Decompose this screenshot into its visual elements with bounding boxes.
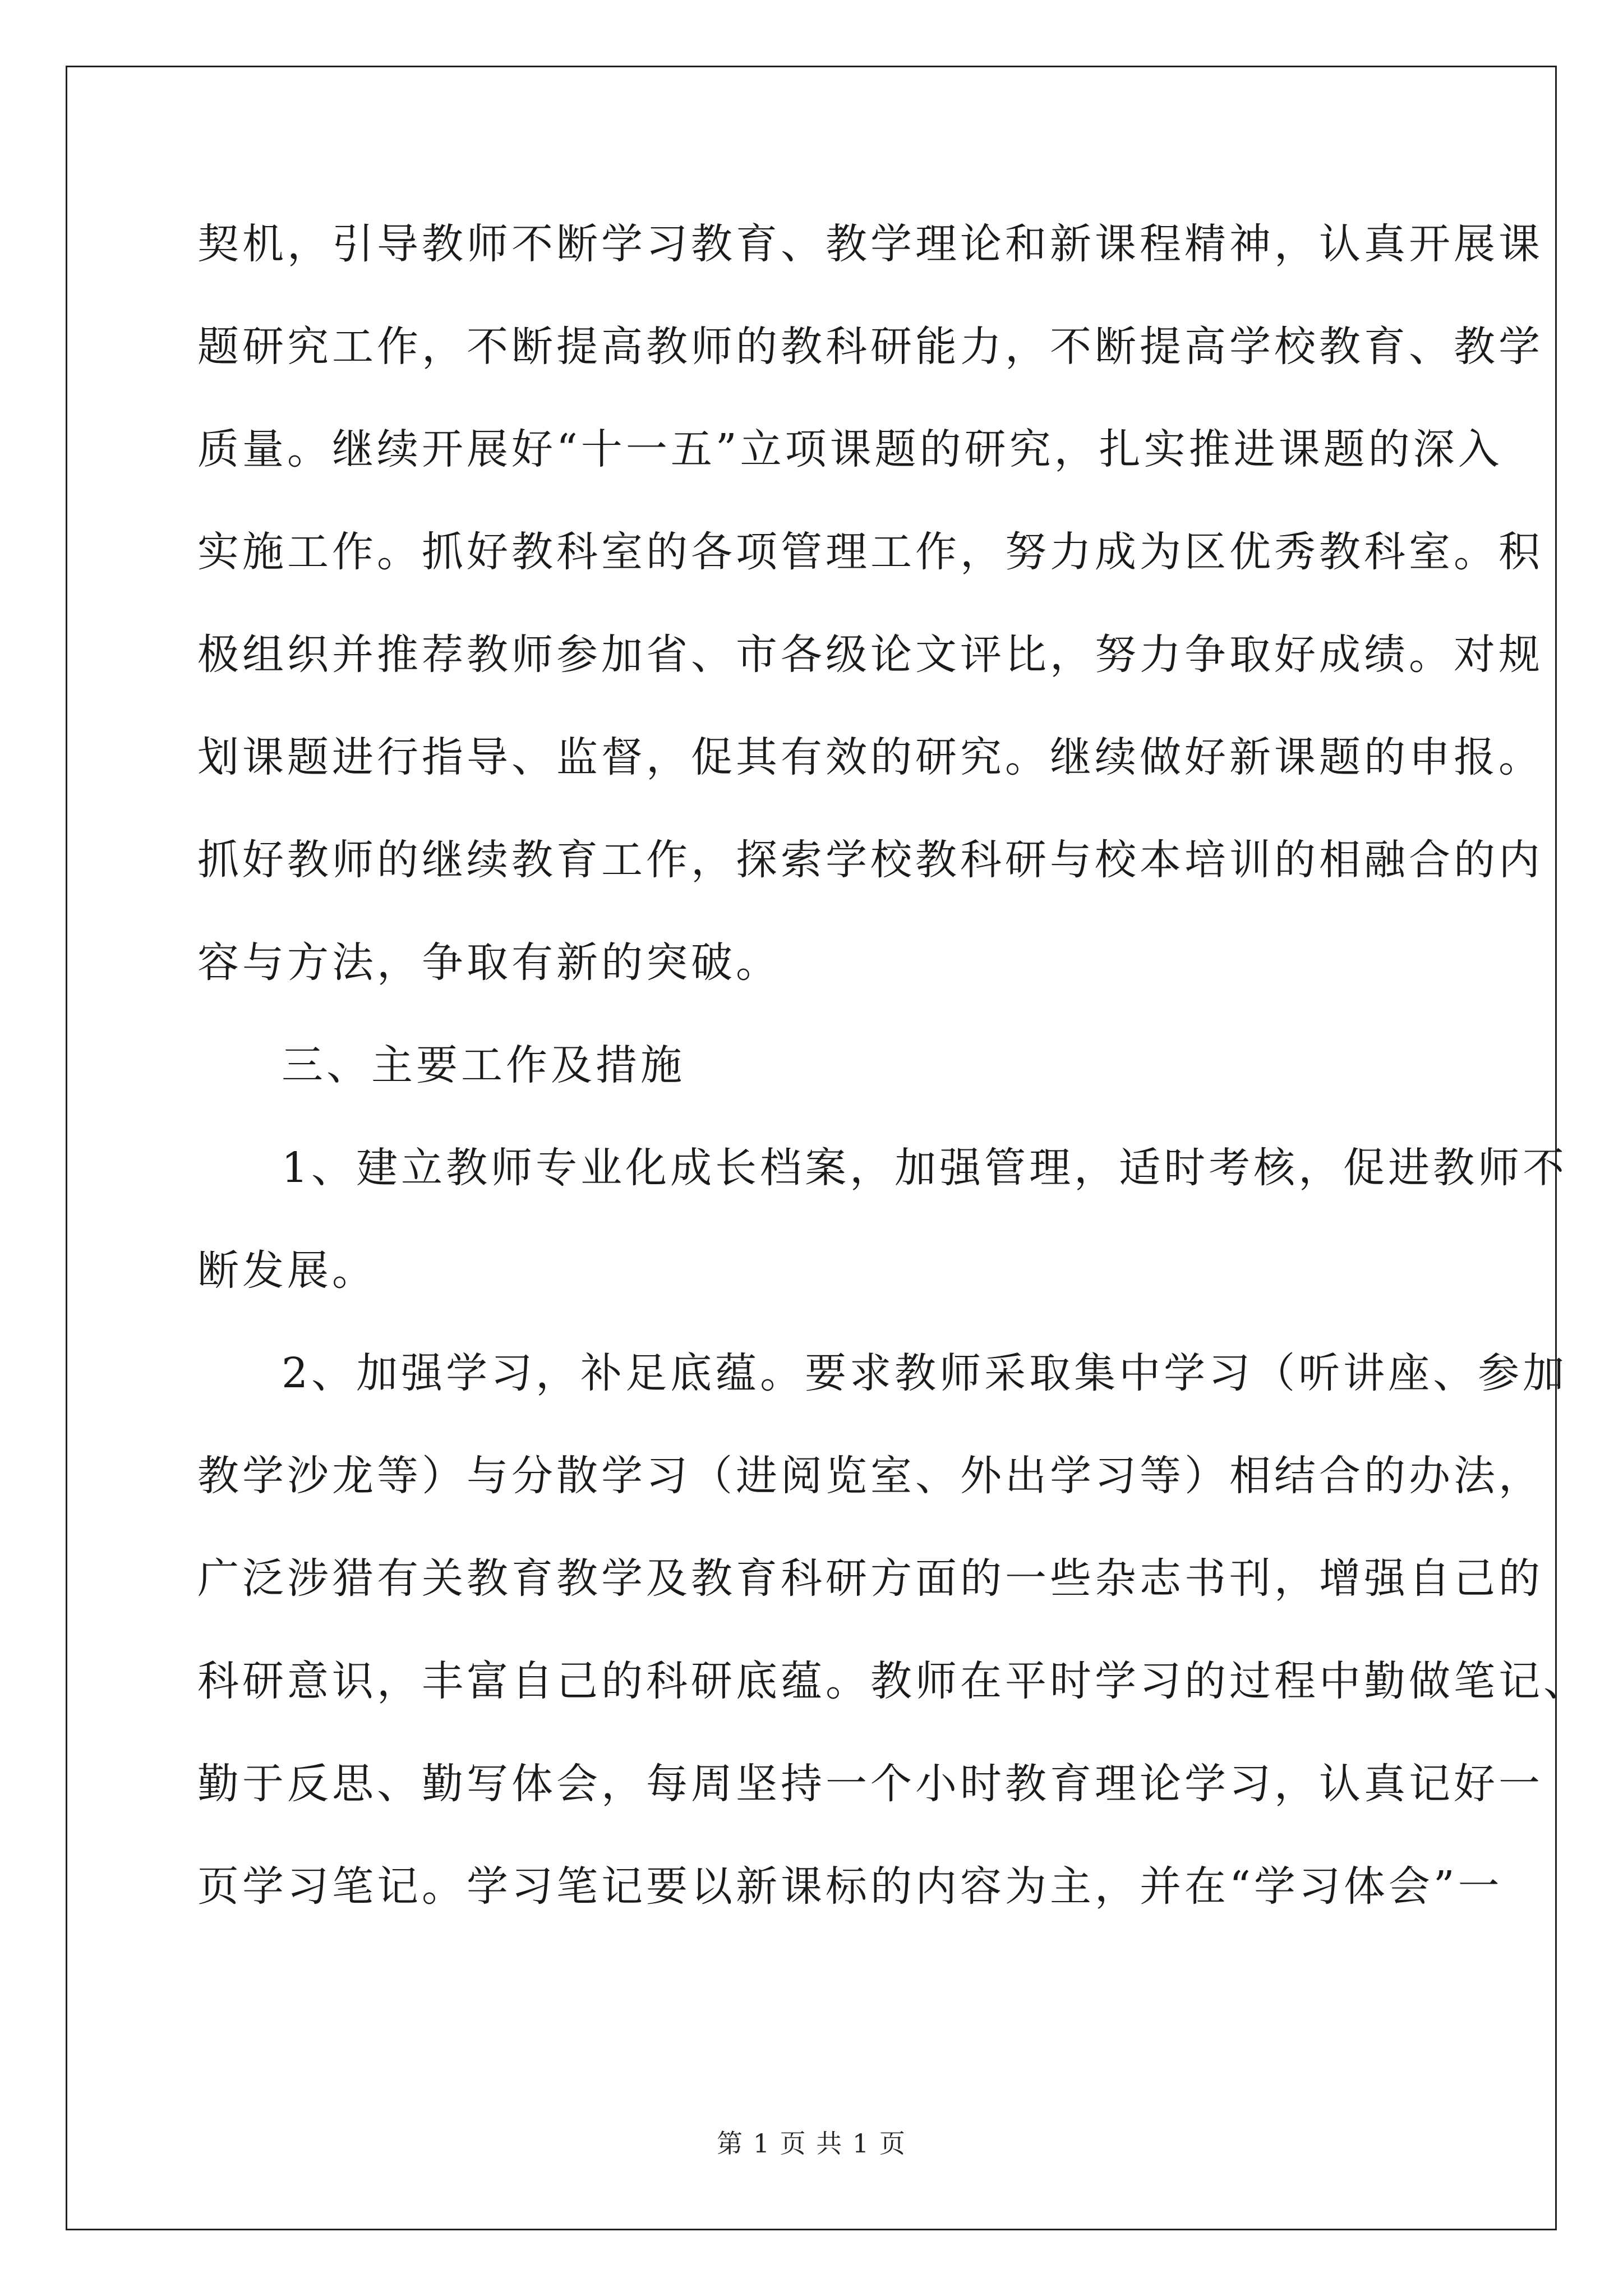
document-body: [197, 219, 1588, 1964]
body-line-6: 划课题进行指导、监督，促其有效的研究。继续做好新课题的申报。: [197, 733, 1543, 781]
page-number-footer: 第 1 页 共 1 页: [717, 2128, 906, 2159]
body-line-1: 契机，引导教师不断学习教育、教学理论和新课程精神，认真开展课: [197, 220, 1543, 268]
item-2-line-5: 勤于反思、勤写体会，每周坚持一个小时教育理论学习，认真记好一: [197, 1760, 1543, 1808]
item-2-line-6: 页学习笔记。学习笔记要以新课标的内容为主，并在“学习体会”一: [197, 1862, 1503, 1911]
section-heading: 三、主要工作及措施: [282, 1041, 685, 1089]
body-line-4: 实施工作。抓好教科室的各项管理工作，努力成为区优秀教科室。积: [197, 528, 1543, 576]
body-line-8: 容与方法，争取有新的突破。: [197, 938, 781, 987]
item-1-line-1: 1、建立教师专业化成长档案，加强管理，适时考核，促进教师不: [282, 1144, 1568, 1192]
item-2-line-2: 教学沙龙等）与分散学习（进阅览室、外出学习等）相结合的办法，: [197, 1452, 1543, 1500]
item-2-line-1: 2、加强学习，补足底蕴。要求教师采取集中学习（听讲座、参加: [282, 1349, 1568, 1397]
item-2-line-4: 科研意识，丰富自己的科研底蕴。教师在平时学习的过程中勤做笔记、: [197, 1657, 1588, 1705]
item-2-line-3: 广泛涉猎有关教育教学及教育科研方面的一些杂志书刊，增强自己的: [197, 1554, 1543, 1603]
body-line-7: 抓好教师的继续教育工作，探索学校教科研与校本培训的相融合的内: [197, 836, 1543, 884]
body-line-3: 质量。继续开展好“十一五”立项课题的研究，扎实推进课题的深入: [197, 425, 1503, 473]
item-1-line-2: 断发展。: [197, 1246, 377, 1295]
body-line-5: 极组织并推荐教师参加省、市各级论文评比，努力争取好成绩。对规: [197, 631, 1543, 679]
body-line-2: 题研究工作，不断提高教师的教科研能力，不断提高学校教育、教学: [197, 323, 1543, 371]
